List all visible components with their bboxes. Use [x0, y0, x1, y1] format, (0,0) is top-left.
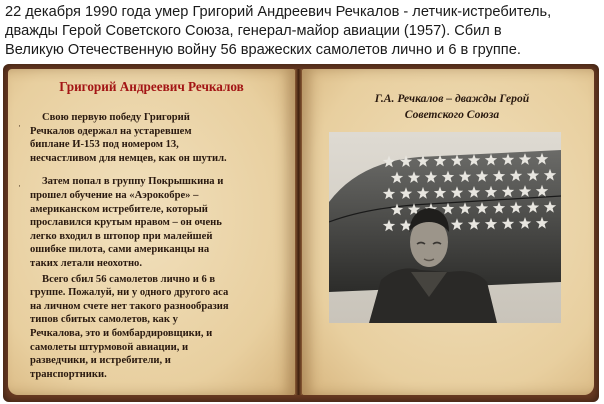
- text-line: группе. Пожалуй, ни у одного другого аса: [30, 287, 229, 299]
- text-line: несчастливом для немцев, как он шутил.: [30, 152, 227, 164]
- text-line: на личном счете нет такого разнообразия: [30, 300, 229, 312]
- caption-line: Советского Союза: [404, 108, 500, 121]
- paragraph-airacobra: [30, 175, 288, 270]
- bullet-mark: ·: [18, 121, 21, 131]
- paragraph-first-victory: [30, 111, 288, 165]
- paragraph-total-kills: [30, 273, 288, 382]
- text-line: биплане И-153 под номером 13,: [30, 139, 179, 151]
- pilot-portrait-photo: [329, 132, 561, 323]
- text-line: разведчики, и истребители, и: [30, 355, 171, 367]
- page-title: Григорий Андреевич Речкалов: [59, 79, 244, 94]
- caption-line: Г.А. Речкалов – дважды Герой: [374, 92, 530, 105]
- intro-text: [5, 3, 601, 60]
- text-line: Затем попал в группу Покрышкина и: [42, 176, 224, 188]
- right-page: [302, 69, 594, 395]
- book-spine: [295, 69, 302, 395]
- text-line: самолеты штурмовой авиации, и: [30, 341, 189, 353]
- text-line: Свою первую победу Григорий: [42, 112, 190, 123]
- text-line: Речкалова, это и бомбардировщики, и: [30, 327, 213, 339]
- left-page: [8, 69, 295, 395]
- text-line: Речкалов одержал на устаревшем: [30, 125, 192, 137]
- text-line: Всего сбил 56 самолетов лично и 6 в: [42, 273, 216, 285]
- intro-line: Великую Отечественную войну 56 вражеских самолетов лично и 6 в группе.: [5, 42, 521, 58]
- text-line: прошел обучение на «Аэрокобре» –: [30, 189, 199, 201]
- intro-line: 22 декабря 1990 года умер Григорий Андреевич Речкалов - летчик-истребитель,: [5, 4, 552, 20]
- photo-caption: [332, 91, 572, 123]
- text-line: таких летали неохотно.: [30, 257, 142, 269]
- text-line: типов сбитых самолетов, как у: [30, 314, 178, 326]
- text-line: транспортники.: [30, 368, 107, 380]
- bullet-mark: ·: [18, 181, 21, 191]
- open-book: [3, 64, 599, 402]
- text-line: легко входил в штопор при малейшей: [30, 230, 213, 242]
- text-line: американском истребителе, который: [30, 203, 208, 215]
- intro-line: дважды Герой Советского Союза, генерал-майор авиации (1957). Сбил в: [5, 23, 502, 39]
- biography-text: [30, 111, 288, 391]
- text-line: ошибке пилота, сами американцы на: [30, 244, 210, 256]
- text-line: прославился крутым нравом – он очень: [30, 217, 222, 229]
- photo-illustration: [329, 132, 561, 323]
